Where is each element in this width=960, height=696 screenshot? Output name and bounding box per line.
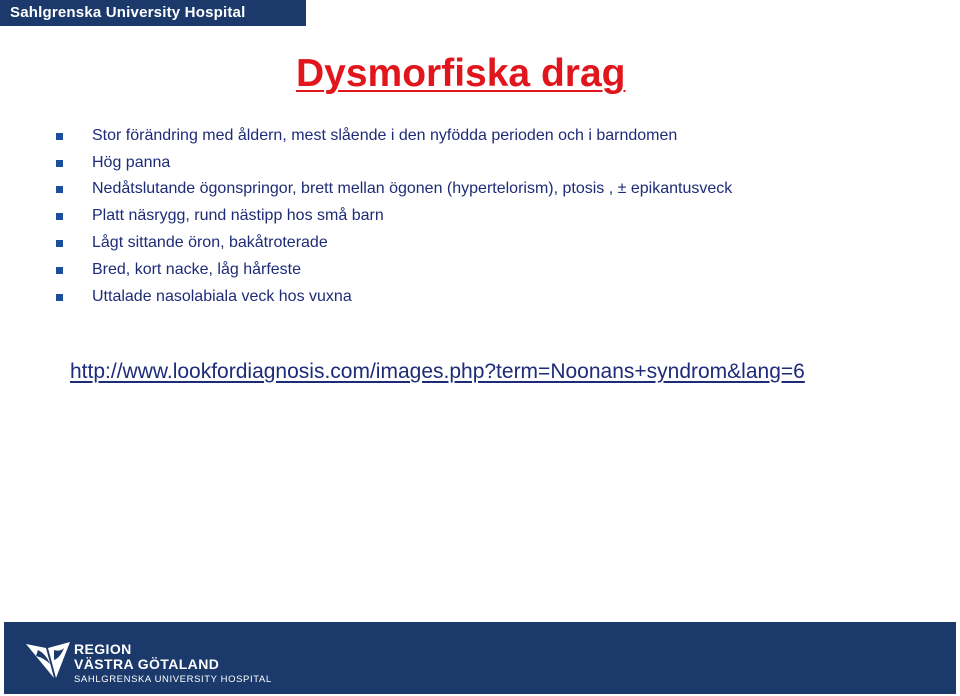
bullet-item: [56, 286, 352, 308]
footer-logo-text: [74, 642, 272, 687]
footer-bar: [4, 622, 956, 694]
slide-title: Dysmorfiska drag: [296, 52, 626, 95]
bullet-square-icon: [56, 213, 63, 220]
bullet-item: [56, 259, 301, 281]
bullet-text: Uttalade nasolabiala veck hos vuxna: [92, 288, 352, 305]
bullet-square-icon: [56, 267, 63, 274]
bullet-square-icon: [56, 186, 63, 193]
bullet-item: [56, 205, 384, 227]
bullet-text: Stor förändring med åldern, mest slående i den nyfödda perioden och i barndomen: [92, 127, 678, 144]
bullet-square-icon: [56, 133, 63, 140]
region-vastra-gotaland-logo-icon: [24, 638, 74, 680]
bullet-item: [56, 152, 170, 174]
logo-line-hospital: SAHLGRENSKA UNIVERSITY HOSPITAL: [74, 674, 272, 685]
institution-name: Sahlgrenska University Hospital: [10, 4, 246, 21]
bullet-text: Platt näsrygg, rund nästipp hos små barn: [92, 207, 384, 224]
bullet-text: Hög panna: [92, 154, 171, 171]
bullet-item: [56, 178, 732, 200]
bullet-text: Lågt sittande öron, bakåtroterade: [92, 234, 328, 251]
bullet-text: Nedåtslutande ögonspringor, brett mellan ögonen (hypertelorism), ptosis , ± epikantusveck: [92, 180, 733, 197]
header-bar: [0, 0, 306, 26]
bullet-square-icon: [56, 160, 63, 167]
bullet-text: Bred, kort nacke, låg hårfeste: [92, 261, 301, 278]
bullet-item: [56, 125, 677, 147]
logo-line-region: REGION: [74, 641, 132, 657]
bullet-square-icon: [56, 294, 63, 301]
bullet-square-icon: [56, 240, 63, 247]
logo-line-vastra-gotaland: VÄSTRA GÖTALAND: [74, 656, 220, 672]
bullet-item: [56, 232, 328, 254]
reference-link[interactable]: http://www.lookfordiagnosis.com/images.php?term=Noonans+syndrom&lang=6: [70, 360, 805, 383]
